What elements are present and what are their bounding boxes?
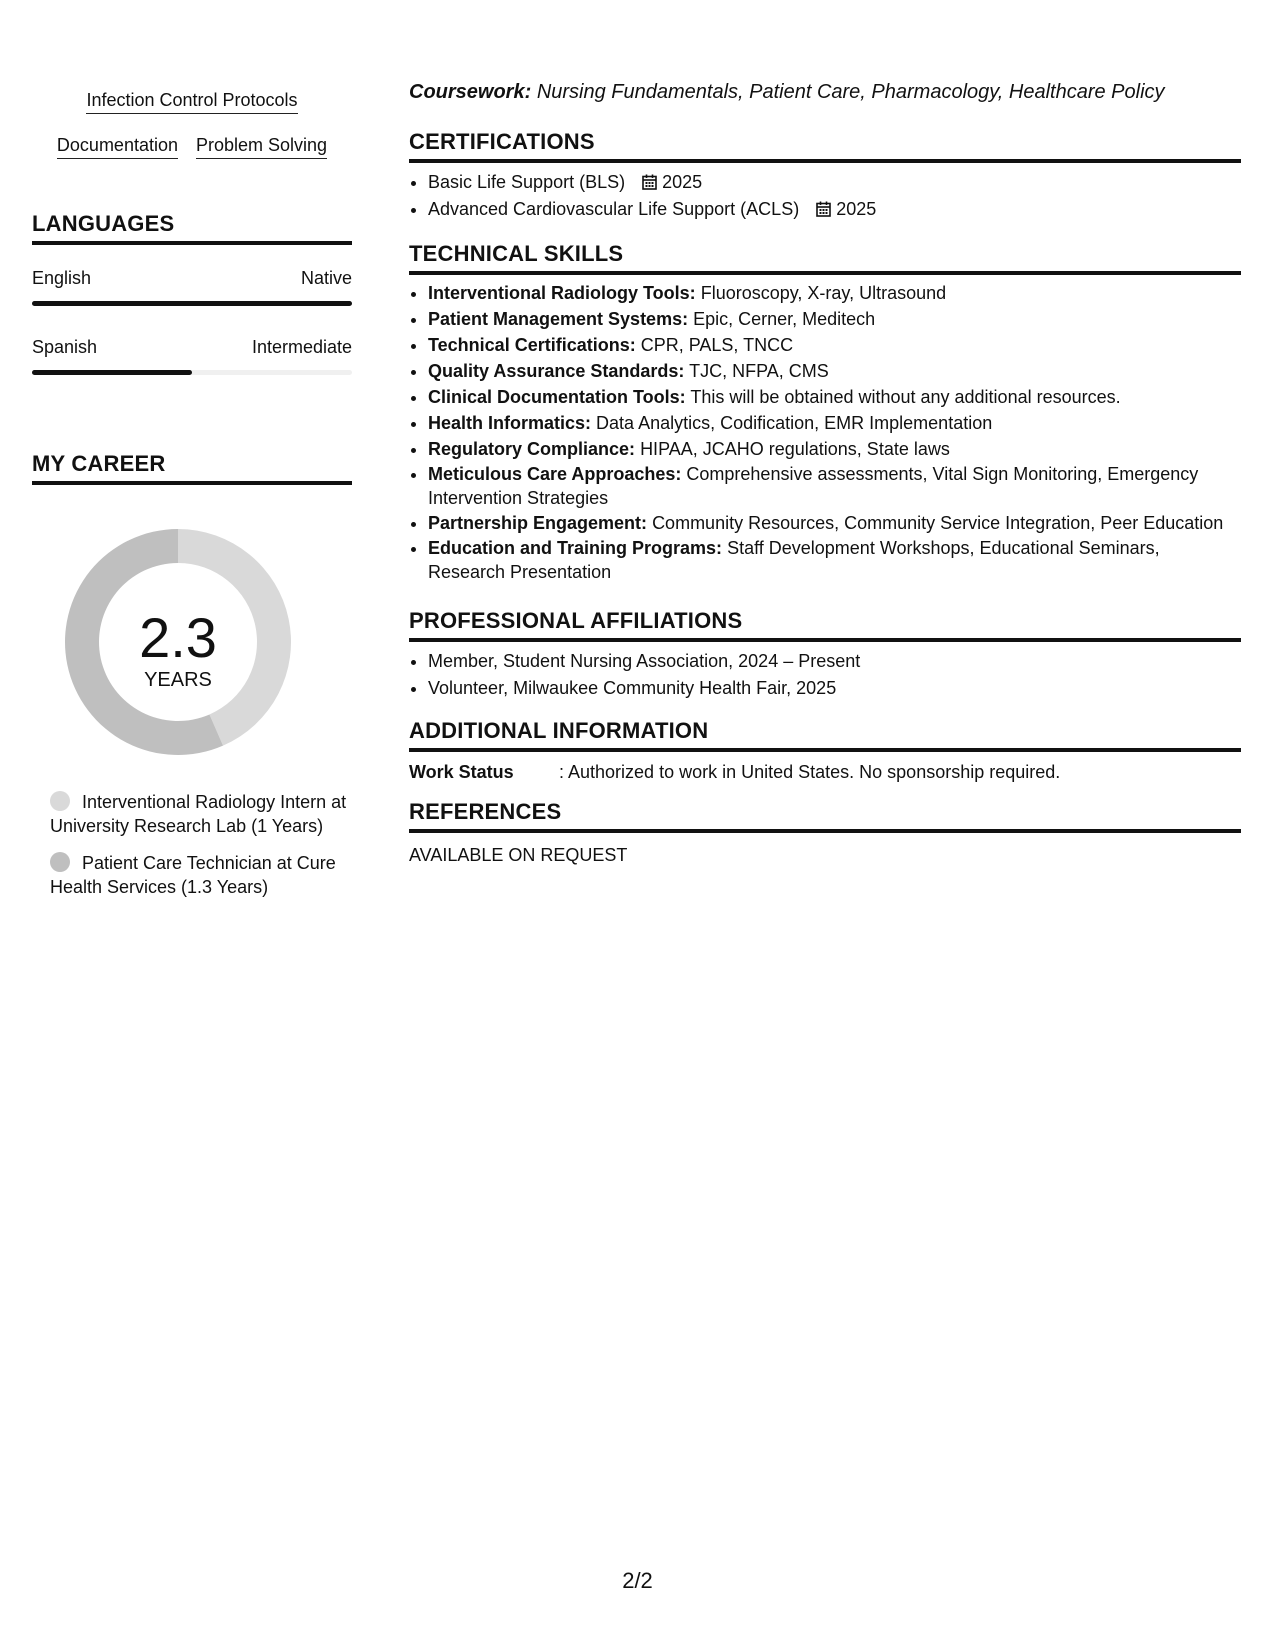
- languages-title: LANGUAGES: [32, 211, 352, 245]
- skill-label: Technical Certifications:: [428, 335, 636, 355]
- career-total-years: 2.3: [139, 606, 217, 669]
- skill-label: Interventional Radiology Tools:: [428, 283, 696, 303]
- technical-skill-item: [428, 384, 1241, 410]
- language-name: Spanish: [32, 337, 98, 357]
- skill-label: Education and Training Programs:: [428, 538, 723, 558]
- language-level: Native: [300, 268, 352, 288]
- legend-dot-icon: [50, 852, 70, 872]
- certification-year: 2025: [836, 199, 877, 219]
- affiliation-item: • Member, Student Nursing Association, 2024 – Present: [428, 648, 1241, 675]
- technical-skill-item: [428, 280, 1241, 306]
- skill-label: Regulatory Compliance:: [428, 439, 636, 459]
- career-donut-chart: [65, 529, 291, 755]
- technical-skill-item: [428, 306, 1241, 332]
- calendar-icon: [816, 201, 831, 217]
- language-item: [32, 267, 352, 306]
- skills-row-2: [32, 134, 352, 159]
- language-bar-fill: [32, 370, 192, 375]
- skill-label: Clinical Documentation Tools:: [428, 387, 686, 407]
- career-legend-item: [50, 851, 350, 899]
- skill-tag: Documentation: [57, 134, 178, 159]
- skill-label: Health Informatics:: [428, 413, 592, 433]
- career-legend: [50, 790, 350, 912]
- technical-skill-item: [428, 462, 1241, 510]
- language-item: [32, 336, 352, 375]
- skill-text: HIPAA, JCAHO regulations, State laws: [640, 439, 950, 459]
- career-total-unit: YEARS: [144, 669, 212, 691]
- skill-tag: Problem Solving: [196, 134, 327, 159]
- additional-info-section: [409, 718, 1241, 784]
- additional-info-title: ADDITIONAL INFORMATION: [409, 718, 1241, 752]
- technical-skill-item: [428, 332, 1241, 358]
- certification-name: Advanced Cardiovascular Life Support (ACLS): [428, 199, 800, 219]
- career-legend-item: [50, 790, 350, 838]
- coursework-line: [409, 79, 1165, 105]
- work-status-label: Work Status: [409, 762, 514, 782]
- skill-text: This will be obtained without any additional resources.: [690, 387, 1121, 407]
- certification-item: [428, 196, 1241, 223]
- technical-skill-item: [428, 410, 1241, 436]
- legend-dot-icon: [50, 791, 70, 811]
- technical-skills-section: [409, 241, 1241, 584]
- references-section: [409, 799, 1241, 867]
- certifications-list: [409, 169, 1241, 223]
- skill-tag: Infection Control Protocols: [86, 89, 297, 114]
- language-bar: [32, 301, 352, 306]
- language-bar-fill: [32, 301, 352, 306]
- page-number: 2/2: [622, 1568, 653, 1593]
- affiliation-item: • Volunteer, Milwaukee Community Health Fair, 2025: [428, 675, 1241, 702]
- certifications-title: CERTIFICATIONS: [409, 129, 1241, 163]
- skill-text: Fluoroscopy, X-ray, Ultrasound: [700, 283, 947, 303]
- work-status-value: : Authorized to work in United States. No sponsorship required.: [559, 762, 1061, 782]
- skill-text: CPR, PALS, TNCC: [640, 335, 794, 355]
- language-level: Intermediate: [251, 337, 352, 357]
- skill-text: TJC, NFPA, CMS: [689, 361, 829, 381]
- technical-skill-item: [428, 436, 1241, 462]
- coursework-label: Coursework:: [409, 81, 532, 103]
- certification-name: Basic Life Support (BLS): [428, 172, 626, 192]
- work-status-row: [409, 760, 1241, 784]
- certification-year: 2025: [662, 172, 703, 192]
- career-legend-text: Interventional Radiology Intern at University Research Lab (1 Years): [50, 792, 347, 836]
- skills-row-1: [32, 89, 352, 114]
- technical-skill-item: [428, 358, 1241, 384]
- skill-text: Community Resources, Community Service Integration, Peer Education: [652, 513, 1224, 533]
- affiliations-section: [409, 608, 1241, 702]
- career-legend-text: Patient Care Technician at Cure Health Services (1.3 Years): [50, 853, 336, 897]
- skill-text: Staff Development Workshops, Educational Seminars, Research Presentation: [428, 538, 1160, 582]
- technical-skills-title: TECHNICAL SKILLS: [409, 241, 1241, 275]
- skill-text: Data Analytics, Codification, EMR Implementation: [596, 413, 993, 433]
- skill-text: Epic, Cerner, Meditech: [693, 309, 876, 329]
- certifications-section: [409, 129, 1241, 223]
- affiliations-list: [409, 648, 1241, 702]
- skill-label: Patient Management Systems:: [428, 309, 689, 329]
- references-text: AVAILABLE ON REQUEST: [409, 845, 628, 865]
- certification-item: [428, 169, 1241, 196]
- calendar-icon: [642, 174, 657, 190]
- references-title: REFERENCES: [409, 799, 1241, 833]
- language-name: English: [32, 268, 92, 288]
- technical-skills-list: [409, 280, 1241, 584]
- language-bar: [32, 370, 352, 375]
- technical-skill-item: [428, 536, 1241, 584]
- career-title: MY CAREER: [32, 451, 352, 485]
- skill-label: Meticulous Care Approaches:: [428, 464, 682, 484]
- skill-label: Partnership Engagement:: [428, 513, 648, 533]
- affiliations-title: PROFESSIONAL AFFILIATIONS: [409, 608, 1241, 642]
- coursework-text: Nursing Fundamentals, Patient Care, Pharmacology, Healthcare Policy: [536, 81, 1165, 103]
- skill-label: Quality Assurance Standards:: [428, 361, 685, 381]
- technical-skill-item: [428, 510, 1241, 536]
- skill-text: Comprehensive assessments, Vital Sign Monitoring, Emergency Intervention Strategies: [428, 464, 1199, 508]
